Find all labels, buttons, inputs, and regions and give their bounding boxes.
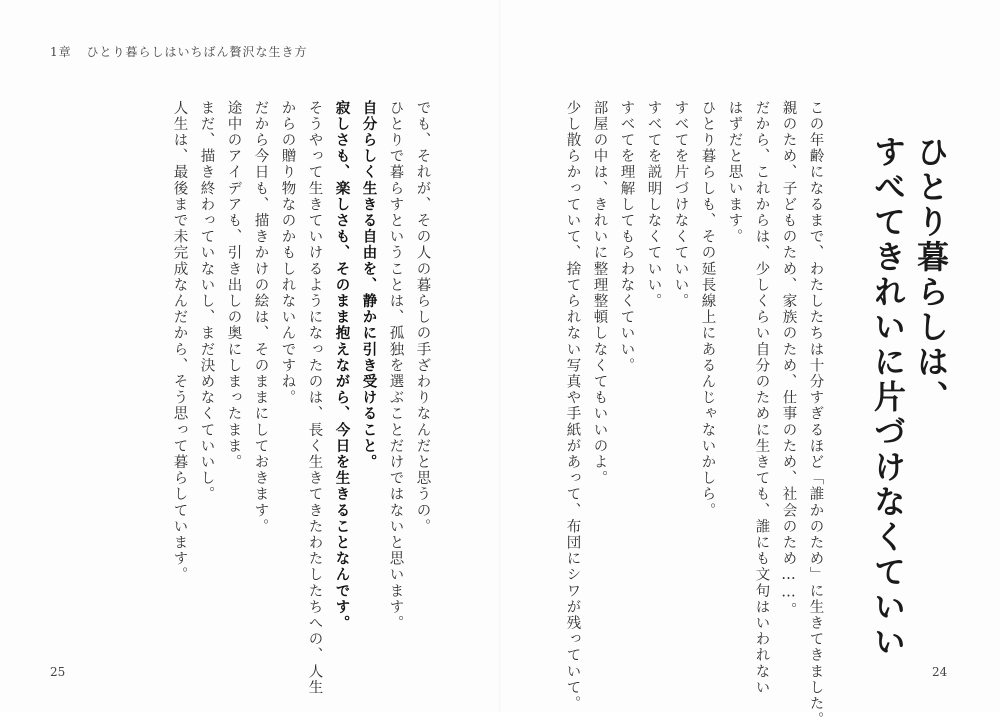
page-number-left: 25 bbox=[50, 665, 66, 679]
body-line: 親のため、子どものため、家族のため、仕事のため、社会のため……。 bbox=[780, 100, 797, 619]
body-line: ひとりで暮らすということは、孤独を選ぶことだけではないと思います。 bbox=[387, 100, 404, 632]
body-line: 少し散らかっていて、捨てられない写真や手紙があって、布団にシワが残っていて。 bbox=[564, 100, 581, 712]
body-line: でも、それが、その人の暮らしの手ざわりなんだと思うの。 bbox=[414, 100, 431, 535]
body-line: はずだと思います。 bbox=[726, 100, 743, 245]
body-line: だから、これからは、少しくらい自分のために生きても、誰にも文句はいわれない bbox=[753, 100, 770, 696]
chapter-title: ひとり暮らしはいちばん贅沢な生き方 bbox=[86, 45, 308, 59]
body-line: この年齢になるまで、わたしたちは十分すぎるほど「誰かのため」に生きてきました。 bbox=[807, 100, 824, 728]
heading-line-2: すべてきれいに片づけなくていい bbox=[869, 135, 907, 660]
chapter-number: 1章 bbox=[50, 45, 72, 59]
body-line: からの贈り物なのかもしれないんですね。 bbox=[279, 100, 296, 406]
body-line: すべてを説明しなくていい。 bbox=[645, 100, 662, 310]
body-line: 人生は、最後まで未完成なんだから、そう思って暮らしています。 bbox=[171, 100, 188, 583]
body-line: 途中のアイデアも、引き出しの奥にしまったまま。 bbox=[225, 100, 242, 471]
body-line: すべてを片づけなくていい。 bbox=[672, 100, 689, 310]
body-line: すべてを理解してもらわなくていい。 bbox=[618, 100, 635, 374]
body-line-emphasis: 寂しさも、楽しさも、そのまま抱えながら、今日を生きることなんです。 bbox=[333, 100, 350, 632]
body-line-emphasis: 自分らしく生きる自由を、静かに引き受けること。 bbox=[360, 100, 377, 471]
body-line: 部屋の中は、きれいに整理整頓しなくてもいいのよ。 bbox=[591, 100, 608, 487]
heading-line-1: ひとり暮らしは、 bbox=[912, 135, 950, 415]
body-line: だから今日も、描きかけの絵は、そのままにしておきます。 bbox=[252, 100, 269, 535]
body-line: そうやって生きていけるようになったのは、長く生きてきたわたしたちへの、人生 bbox=[306, 100, 323, 696]
running-head bbox=[50, 43, 307, 60]
body-line: ひとり暮らしも、その延長線上にあるんじゃないかしら。 bbox=[699, 100, 716, 519]
page-number-right: 24 bbox=[932, 665, 948, 679]
body-line: まだ、描き終わっていないし、まだ決めなくていいし。 bbox=[198, 100, 215, 503]
page-gutter bbox=[499, 0, 501, 712]
